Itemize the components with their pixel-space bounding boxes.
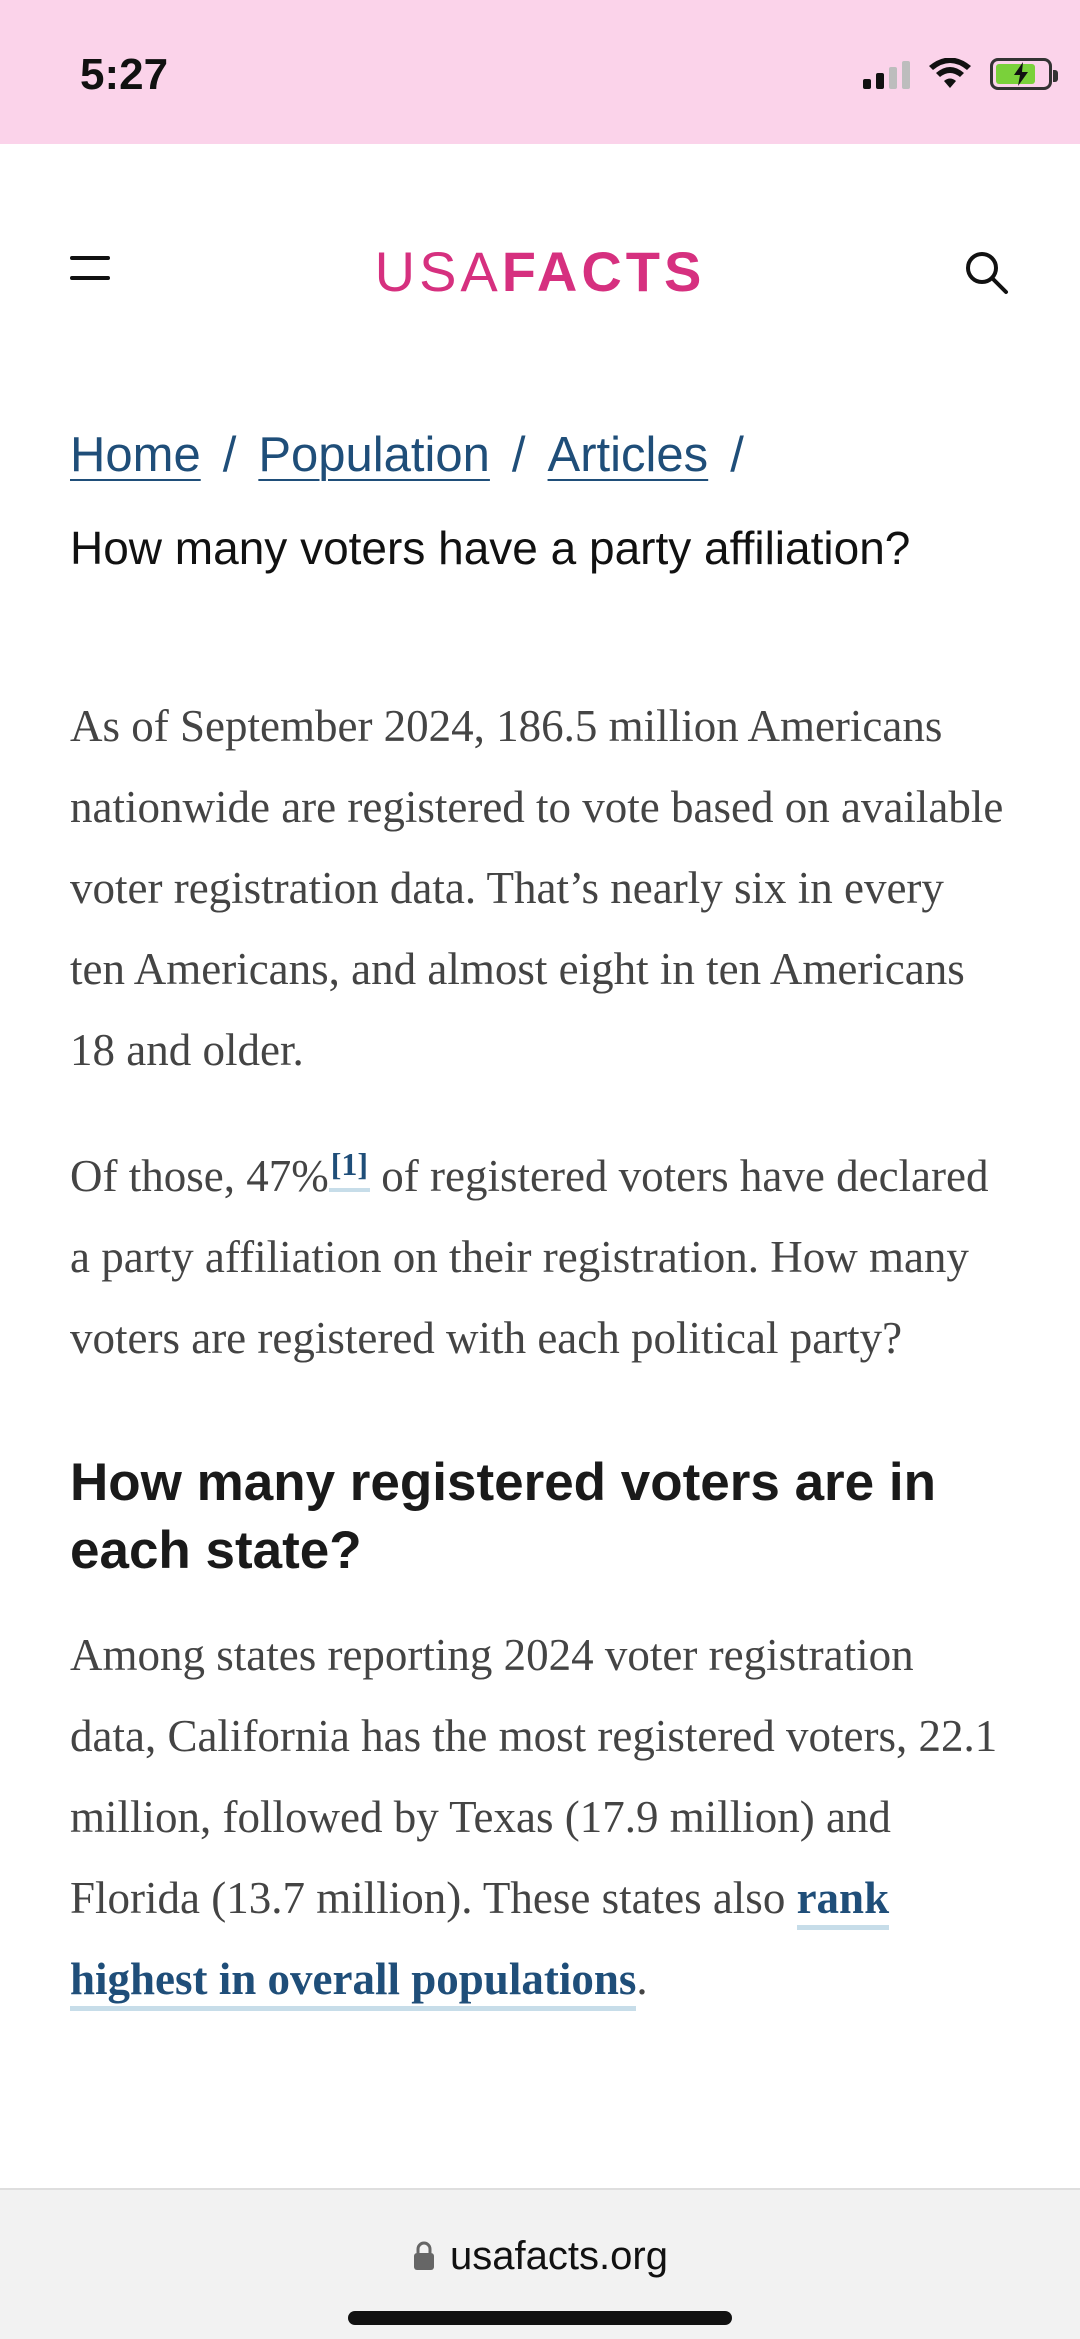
article-paragraph-3 (70, 1615, 1010, 2020)
page-title: How many voters have a party affiliation? (70, 522, 911, 574)
breadcrumb-home-link[interactable]: Home (70, 428, 201, 482)
footnote-reference-link[interactable]: [1] (329, 1146, 370, 1192)
lock-icon (412, 2240, 436, 2272)
breadcrumb-separator: / (511, 428, 526, 482)
cellular-signal-icon (863, 59, 910, 89)
article-content (70, 420, 1010, 2020)
breadcrumb (70, 420, 1010, 490)
paragraph-text: . (636, 1954, 648, 2004)
site-header (0, 144, 1080, 394)
url-display[interactable] (0, 2232, 1080, 2279)
breadcrumb-separator: / (730, 428, 744, 482)
paragraph-text: Of those, 47% (70, 1151, 329, 1201)
logo-bold-text: FACTS (501, 240, 706, 303)
article-paragraph-1: As of September 2024, 186.5 million Americans nationwide are registered to vote based on available voter registration data. That’s nearly six in every ten Americans, and almost eight in ten Americans 18 and older. (70, 701, 1004, 1075)
status-bar (0, 0, 1080, 144)
search-icon[interactable] (962, 248, 1010, 296)
logo-light-text: USA (374, 240, 502, 303)
battery-icon (990, 58, 1052, 90)
browser-address-bar[interactable] (0, 2188, 1080, 2339)
status-icons (863, 58, 1052, 90)
wifi-icon (928, 58, 972, 90)
breadcrumb-articles-link[interactable]: Articles (547, 428, 709, 482)
url-text: usafacts.org (450, 2233, 668, 2278)
paragraph-text: Among states reporting 2024 voter registration data, California has the most registered voters, 22.1 million, followed by Texas (17.9 million) and Florida (13.7 million). These states also (70, 1630, 998, 1923)
breadcrumb-population-link[interactable]: Population (258, 428, 490, 482)
paragraph-text: of registered voters have declared a party affiliation on their registration. How many voters are registered with each political party? (70, 1151, 989, 1363)
population-rank-link[interactable]: rank highest in overall populations (70, 1873, 889, 2011)
status-time: 5:27 (80, 50, 169, 99)
home-indicator[interactable] (348, 2311, 732, 2325)
article-paragraph-2 (70, 1136, 1010, 1379)
section-heading: How many registered voters are in each state? (70, 1453, 936, 1580)
usafacts-logo[interactable] (0, 239, 1080, 304)
breadcrumb-separator: / (222, 428, 237, 482)
